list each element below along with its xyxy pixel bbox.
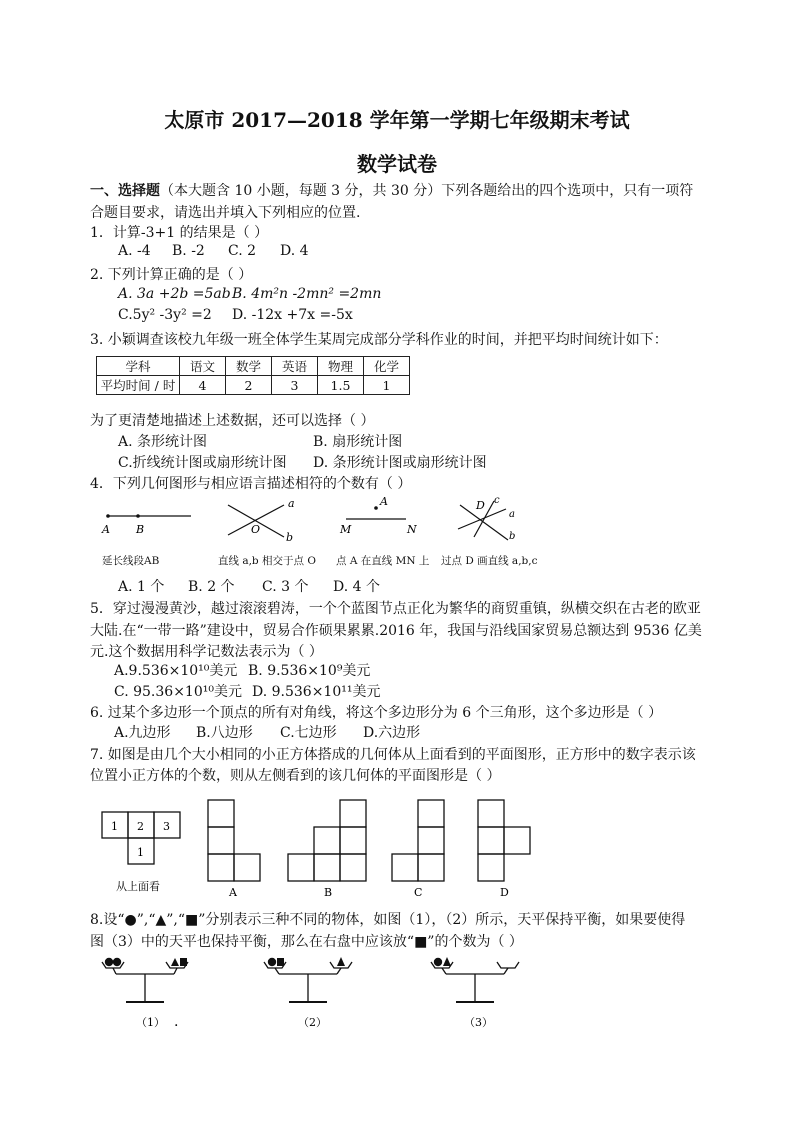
label-c: c xyxy=(494,495,500,506)
label-line-b: b xyxy=(509,531,516,542)
q4-option-c[interactable]: C. 3 个 xyxy=(262,579,309,595)
table-header-row xyxy=(97,357,410,376)
top-view-number-2: 2 xyxy=(137,820,144,833)
q2-option-c[interactable]: C.5y² -3y² =2 xyxy=(118,307,212,323)
q2-stem: 2. 下列计算正确的是（ ） xyxy=(90,267,253,283)
table-cell: 4 xyxy=(180,376,226,395)
choice-b-figure xyxy=(288,800,366,881)
q4-option-a[interactable]: A. 1 个 xyxy=(118,579,165,595)
balance-2 xyxy=(264,962,352,1002)
q3-stem2: 为了更清楚地描述上述数据，还可以选择（ ） xyxy=(90,413,375,429)
choice-b-label[interactable]: B xyxy=(324,886,333,899)
top-view-caption: 从上面看 xyxy=(116,880,160,893)
q4-caption-4: 过点 D 画直线 a,b,c xyxy=(441,555,538,567)
q5-option-b[interactable]: B. 9.536×10⁹美元 xyxy=(248,663,371,679)
stray-dot: . xyxy=(174,1014,179,1030)
choice-a-label[interactable]: A xyxy=(229,886,237,899)
balance-caption-1: （1） xyxy=(136,1016,165,1029)
q6-option-d[interactable]: D.六边形 xyxy=(363,725,421,741)
balance-caption-3: （3） xyxy=(464,1016,493,1029)
section1-lead: 一、选择题 xyxy=(90,183,160,199)
label-line-a: a xyxy=(509,509,515,520)
q2-option-d[interactable]: D. -12x +7x =-5x xyxy=(232,307,353,323)
label-A: A xyxy=(102,523,110,536)
label-N: N xyxy=(407,523,417,536)
balance-2-right-triangle xyxy=(337,957,345,966)
q5-option-d[interactable]: D. 9.536×10¹¹美元 xyxy=(252,684,381,700)
q1-stem: 1．计算-3+1 的结果是（ ） xyxy=(90,225,269,241)
q5-line2: 大陆.在“一带一路”建设中，贸易合作硕果累累.2016 年，我国与沿线国家贸易总额达到 9536 亿美 xyxy=(90,623,702,639)
q3-data-table xyxy=(96,356,410,395)
q4-option-b[interactable]: B. 2 个 xyxy=(188,579,235,595)
q4-figures xyxy=(96,495,546,557)
q4-option-d[interactable]: D. 4 个 xyxy=(333,579,380,595)
figure-extend-segment xyxy=(101,514,191,536)
balance-2-left-items xyxy=(268,958,284,966)
top-view-number-1: 1 xyxy=(111,820,118,833)
q5-option-c[interactable]: C. 95.36×10¹⁰美元 xyxy=(114,684,242,700)
q6-option-b[interactable]: B.八边形 xyxy=(196,725,253,741)
balance-1-right-items xyxy=(171,958,187,966)
q7-figures xyxy=(96,790,556,902)
figure-point-line xyxy=(339,495,417,536)
section1-line1 xyxy=(90,180,693,200)
choice-d-figure xyxy=(478,800,530,881)
balance-3-left-items xyxy=(434,957,451,966)
q4-caption-3: 点 A 在直线 MN 上 xyxy=(336,555,430,567)
table-cell: 1 xyxy=(364,376,410,395)
table-cell: 1.5 xyxy=(318,376,364,395)
figure-lines-through-d xyxy=(458,495,515,542)
q3-option-c[interactable]: C.折线统计图或扇形统计图 xyxy=(118,455,287,471)
table-cell: 学科 xyxy=(97,357,180,376)
q3-option-a[interactable]: A. 条形统计图 xyxy=(118,434,208,450)
label-D: D xyxy=(476,499,485,512)
q4-caption-2: 直线 a,b 相交于点 O xyxy=(218,555,316,567)
q4-caption-1: 延长线段AB xyxy=(102,555,160,567)
choice-a-figure xyxy=(208,800,260,881)
table-cell: 数学 xyxy=(226,357,272,376)
label-O: O xyxy=(251,523,261,536)
top-view-number-4: 1 xyxy=(137,846,144,859)
balance-3 xyxy=(431,962,519,1002)
q5-line3: 元.这个数据用科学记数法表示为（ ） xyxy=(90,644,323,660)
q1-option-d[interactable]: D. 4 xyxy=(280,243,309,259)
q8-balance-figures xyxy=(96,952,536,1032)
section1-line2: 合题目要求，请选出并填入下列相应的位置. xyxy=(90,205,361,221)
q6-option-a[interactable]: A.九边形 xyxy=(114,725,171,741)
top-view-number-3: 3 xyxy=(163,820,170,833)
choice-d-label[interactable]: D xyxy=(500,886,509,899)
table-cell: 2 xyxy=(226,376,272,395)
balance-1-left-circles xyxy=(105,958,121,966)
table-cell: 英语 xyxy=(272,357,318,376)
q4-stem: 4．下列几何图形与相应语言描述相符的个数有（ ） xyxy=(90,476,412,492)
q6-stem: 6. 过某个多边形一个顶点的所有对角线，将这个多边形分为 6 个三角形，这个多边形是（ ） xyxy=(90,705,663,721)
q1-option-b[interactable]: B. -2 xyxy=(172,243,205,259)
exam-title: 太原市 2017—2018 学年第一学期七年级期末考试 xyxy=(164,108,630,132)
q8-line2: 图（3）中的天平也保持平衡，那么在右盘中应该放“■”的个数为（ ） xyxy=(90,934,523,950)
q1-option-a[interactable]: A. -4 xyxy=(118,243,151,259)
choice-c-figure xyxy=(392,800,444,881)
q3-option-b[interactable]: B. 扇形统计图 xyxy=(313,434,403,450)
table-row xyxy=(97,376,410,395)
table-cell: 3 xyxy=(272,376,318,395)
q5-option-a[interactable]: A.9.536×10¹⁰美元 xyxy=(114,663,238,679)
label-point-A: A xyxy=(380,495,388,508)
figure-intersecting-lines xyxy=(228,497,295,544)
q1-option-c[interactable]: C. 2 xyxy=(228,243,257,259)
label-a: a xyxy=(288,497,295,510)
label-M: M xyxy=(340,523,352,536)
choice-c-label[interactable]: C xyxy=(414,886,423,899)
balance-1 xyxy=(102,962,188,1002)
paper-subtitle: 数学试卷 xyxy=(357,152,437,176)
q7-line2: 位置小正方体的个数，则从左侧看到的该几何体的平面图形是（ ） xyxy=(90,768,501,784)
q2-option-b[interactable]: B. 4m²n -2mn² =2mn xyxy=(232,286,382,302)
q6-option-c[interactable]: C.七边形 xyxy=(280,725,337,741)
q7-line1: 7. 如图是由几个大小相同的小正方体搭成的几何体从上面看到的平面图形，正方形中的数字表示该 xyxy=(90,747,696,763)
table-cell: 语文 xyxy=(180,357,226,376)
q5-line1: 5．穿过漫漫黄沙，越过滚滚碧涛，一个个蓝图节点正化为繁华的商贸重镇，纵横交织在古老的欧亚 xyxy=(90,601,701,617)
label-b: b xyxy=(286,531,294,544)
balance-caption-2: （2） xyxy=(298,1016,327,1029)
label-B: B xyxy=(136,523,145,536)
table-cell: 平均时间 / 时 xyxy=(97,376,180,395)
q8-line1: 8.设“●”,“▲”,“■”分别表示三种不同的物体，如图（1），（2）所示，天平保持平衡，如果要使得 xyxy=(90,912,686,928)
q2-option-a[interactable]: A. 3a +2b =5ab xyxy=(118,286,231,302)
q3-option-d[interactable]: D. 条形统计图或扇形统计图 xyxy=(313,455,487,471)
table-cell: 物理 xyxy=(318,357,364,376)
section1-rest: （本大题含 10 小题，每题 3 分，共 30 分）下列各题给出的四个选项中，只有一项符 xyxy=(160,183,694,199)
q3-stem: 3. 小颖调查该校九年级一班全体学生某周完成部分学科作业的时间，并把平均时间统计如下： xyxy=(90,332,668,348)
table-cell: 化学 xyxy=(364,357,410,376)
